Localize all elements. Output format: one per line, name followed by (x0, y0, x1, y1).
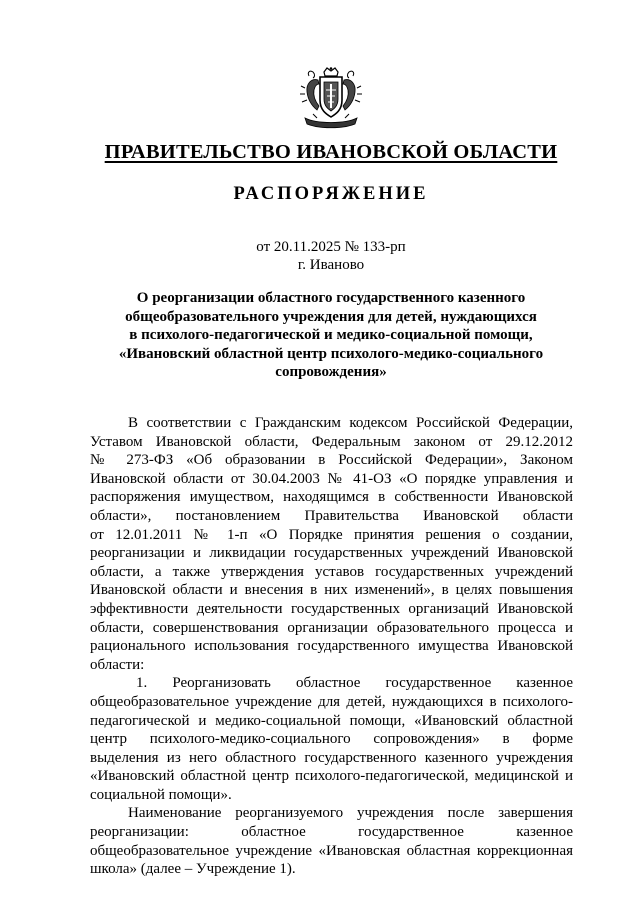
body-line: общеобразовательное учреждение «Ивановская областная коррекционная (90, 842, 573, 859)
body-line: «Ивановский областной центр психолого-педагогической, медицинской и (90, 768, 573, 785)
body-line: 1. Реорганизовать областное государственное казенное (136, 675, 573, 692)
document-body (90, 414, 573, 879)
document-date-number: от 20.11.2025 № 133-рп (256, 239, 406, 255)
body-line: Ивановской области от 30.04.2003 № 41-ОЗ «О порядке управления и (90, 470, 573, 487)
body-line: № 273-ФЗ «Об образовании в Российской Федерации», Законом (90, 452, 573, 469)
body-line: педагогической и медико-социальной помощи, «Ивановский областной (90, 712, 573, 729)
body-line: В соответствии с Гражданским кодексом Российской Федерации, (128, 415, 573, 431)
body-line: школа» (далее – Учреждение 1). (90, 861, 296, 878)
subject-line: общеобразовательного учреждения для детей, нуждающихся (125, 308, 537, 325)
body-line: выделения из него областного государственного казенного учреждения (90, 749, 573, 766)
body-line: области: (90, 656, 145, 673)
body-line: центр психолого-медико-социального сопровождения» в форме (90, 731, 573, 748)
body-line: общеобразовательное учреждение для детей, нуждающихся в психолого- (90, 693, 573, 710)
body-line: эффективности деятельности государственных организаций Ивановской (90, 600, 573, 617)
document-type: РАСПОРЯЖЕНИЕ (233, 184, 429, 204)
body-line: области», постановлением Правительства Ивановской области (90, 507, 573, 524)
body-line: Наименование реорганизуемого учреждения после завершения (128, 805, 573, 822)
subject-line: в психолого-педагогической и медико-социальной помощи, (129, 327, 533, 344)
body-line: области, а также утверждения уставов государственных учреждений (90, 563, 573, 580)
body-line: рационального использования государственного имущества Ивановской (90, 638, 573, 655)
body-line: реорганизации и ликвидации государственных учреждений Ивановской (90, 545, 573, 562)
coat-of-arms-icon (297, 66, 365, 130)
body-line: области, совершенствования организации образовательного процесса и (90, 619, 573, 636)
subject-line: О реорганизации областного государственного казенного (136, 290, 526, 306)
document-subject (90, 289, 572, 382)
body-line: Ивановской области и внесения в них изменений», в целях повышения (90, 582, 573, 599)
government-title: ПРАВИТЕЛЬСТВО ИВАНОВСКОЙ ОБЛАСТИ (104, 141, 558, 163)
subject-line: «Ивановский областной центр психолого-медико-социального (118, 345, 544, 362)
body-line: социальной помощи». (90, 786, 232, 803)
body-line: распоряжения имуществом, находящимся в собственности Ивановской (90, 489, 573, 506)
document-city: г. Иваново (297, 257, 365, 273)
body-line: от 12.01.2011 № 1-п «О Порядке принятия решения о создании, (90, 526, 573, 543)
body-line: реорганизации: областное государственное казенное (90, 824, 573, 841)
body-line: Уставом Ивановской области, Федеральным законом от 29.12.2012 (90, 433, 573, 450)
subject-line: сопровождения» (275, 364, 387, 381)
